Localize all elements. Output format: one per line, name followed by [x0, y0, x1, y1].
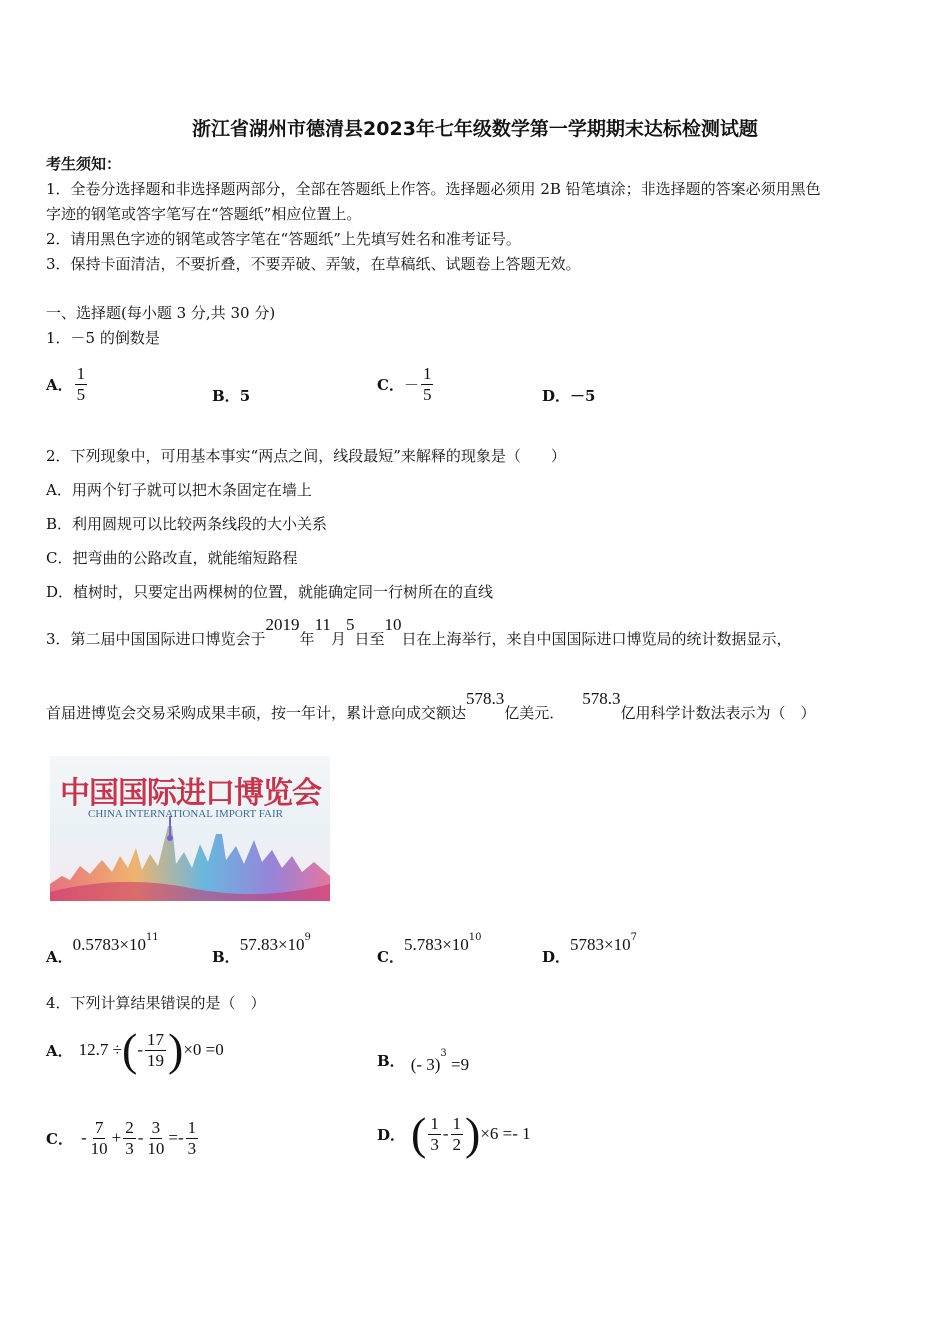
q3-option-d — [542, 934, 637, 964]
q4-stem: 4．下列计算结果错误的是（ ） — [46, 994, 266, 1012]
option-label: A． — [46, 375, 73, 394]
numerator: 7 — [94, 1117, 104, 1137]
q1-stem: 1．－5 的倒数是 — [46, 329, 160, 347]
option-label: B． — [212, 387, 240, 405]
denominator: 10 — [90, 1138, 108, 1158]
exponent: 9 — [304, 932, 311, 943]
minus-sign: - — [137, 1128, 144, 1147]
q4-option-b — [377, 1050, 469, 1080]
option-label: D． — [542, 387, 571, 405]
right-paren: ) — [465, 1108, 481, 1159]
q3-line-2 — [46, 690, 816, 730]
q1-option-c — [377, 362, 435, 406]
q1-option-b — [212, 385, 250, 406]
q3-text: 3．第二届中国国际进口博览会于 — [46, 630, 266, 648]
fraction — [123, 1118, 136, 1159]
expression-part: =9 — [446, 1055, 470, 1074]
notice-heading: 考生须知： — [46, 155, 122, 173]
q3-text: 月 — [330, 630, 346, 648]
q3-text: 日在上海举行，来自中国国际进口博览局的统计数据显示， — [401, 630, 792, 648]
fraction — [75, 364, 88, 405]
expression-part: ×6 =- 1 — [480, 1124, 531, 1143]
denominator: 10 — [147, 1138, 165, 1158]
denominator: 5 — [422, 384, 432, 404]
expression-part: ×0 =0 — [183, 1040, 224, 1059]
q3-option-a — [46, 934, 159, 964]
fraction — [451, 1114, 464, 1155]
denominator: 3 — [125, 1138, 134, 1158]
q3-amount: 578.3 — [582, 689, 621, 708]
denominator: 19 — [146, 1050, 164, 1070]
option-label: D． — [377, 1125, 406, 1144]
expression-part: (- 3) — [410, 1055, 441, 1074]
plus-sign: + — [111, 1128, 122, 1147]
exponent: 10 — [468, 932, 482, 943]
minus-sign: － — [403, 375, 419, 394]
fraction — [145, 1030, 166, 1071]
q4-option-a — [46, 1024, 224, 1076]
q2-option-a: A．用两个钉子就可以把木条固定在墙上 — [46, 481, 312, 499]
exponent: 3 — [440, 1048, 447, 1059]
denominator: 5 — [76, 384, 86, 404]
fraction — [428, 1114, 441, 1155]
equals-sign: =- — [168, 1128, 184, 1147]
numerator: 1 — [452, 1113, 462, 1133]
minus-sign: - — [442, 1124, 449, 1143]
q3-option-b — [212, 934, 311, 964]
q3-text: 年 — [299, 630, 315, 648]
minus-sign: - — [137, 1040, 143, 1059]
q3-day-start: 5 — [345, 615, 355, 634]
notice-line-1b: 字迹的钢笔或答字笔写在“答题纸”相应位置上。 — [46, 205, 362, 223]
option-value: 5.783×10 — [403, 935, 469, 954]
left-paren: ( — [121, 1024, 138, 1075]
q3-day-end: 10 — [384, 615, 402, 634]
notice-line-2: 2．请用黑色字迹的钢笔或答字笔在“答题纸”上先填写姓名和准考证号。 — [46, 230, 521, 248]
q4-option-c — [46, 1112, 200, 1164]
expo-banner-image — [50, 756, 330, 901]
fraction — [421, 364, 434, 405]
page-title: 浙江省湖州市德清县2023年七年级数学第一学期期末达标检测试题 — [192, 118, 758, 140]
option-value: 57.83×10 — [239, 935, 305, 954]
q3-text: 日至 — [354, 630, 385, 648]
numerator: 3 — [151, 1117, 161, 1137]
banner-title-en: CHINA INTERNATIONAL IMPORT FAIR — [88, 808, 283, 820]
fraction — [89, 1118, 110, 1159]
minus-sign: - — [80, 1128, 87, 1147]
q2-option-d: D．植树时，只要定出两棵树的位置，就能确定同一行树所在的直线 — [46, 583, 494, 601]
q3-text: 首届进博览会交易采购成果丰硕，按一年计，累计意向成交额达 — [46, 704, 467, 722]
option-value: 5 — [239, 387, 251, 405]
option-label: B． — [377, 1052, 405, 1070]
numerator: 1 — [422, 363, 432, 383]
q3-text: 亿用科学计数法表示为（ ） — [620, 704, 816, 722]
left-paren: ( — [411, 1108, 427, 1159]
fraction — [145, 1118, 166, 1159]
option-label: C． — [377, 948, 404, 966]
banner-title-cn: 中国国际进口博览会 — [60, 776, 321, 811]
expression-part: 12.7 ÷ — [78, 1040, 122, 1059]
option-value: 0.5783×10 — [72, 935, 146, 954]
option-label: C． — [377, 375, 404, 394]
numerator: 1 — [430, 1113, 439, 1133]
notice-line-3: 3．保持卡面清洁，不要折叠，不要弄破、弄皱，在草稿纸、试题卷上答题无效。 — [46, 255, 581, 273]
notice-line-1a: 1．全卷分选择题和非选择题两部分，全部在答题纸上作答。选择题必须用 2B 铅笔填涂；非选择题的答案必须用黑色 — [46, 180, 821, 198]
q2-stem: 2．下列现象中，可用基本事实“两点之间，线段最短”来解释的现象是（ ） — [46, 447, 566, 465]
q3-year: 2019 — [265, 615, 300, 634]
q3-text: 亿美元． — [504, 704, 565, 722]
denominator: 3 — [430, 1134, 439, 1154]
q4-option-d — [377, 1108, 531, 1160]
q2-option-c: C．把弯曲的公路改直，就能缩短路程 — [46, 549, 298, 567]
option-label: A． — [46, 948, 73, 966]
q3-month: 11 — [314, 615, 331, 634]
q3-option-c — [377, 934, 482, 964]
numerator: 2 — [125, 1117, 134, 1137]
exponent: 11 — [145, 932, 159, 943]
numerator: 1 — [187, 1117, 197, 1137]
q2-option-b: B．利用圆规可以比较两条线段的大小关系 — [46, 515, 328, 533]
q1-option-a — [46, 362, 89, 406]
denominator: 3 — [187, 1138, 197, 1158]
numerator: 17 — [146, 1029, 164, 1049]
option-label: A． — [46, 1041, 73, 1060]
q3-line-1 — [46, 616, 791, 656]
q1-option-d — [542, 385, 595, 406]
q3-amount: 578.3 — [466, 689, 505, 708]
numerator: 1 — [76, 363, 86, 383]
fraction — [186, 1118, 199, 1159]
option-label: D． — [542, 948, 571, 966]
option-label: B． — [212, 948, 240, 966]
section-heading: 一、选择题(每小题 3 分,共 30 分) — [46, 304, 276, 322]
denominator: 2 — [452, 1134, 462, 1154]
right-paren: ) — [167, 1024, 184, 1075]
option-label: C． — [46, 1129, 73, 1148]
option-value: 5783×10 — [570, 935, 631, 954]
exponent: 7 — [630, 932, 637, 943]
option-value: －5 — [570, 387, 596, 405]
